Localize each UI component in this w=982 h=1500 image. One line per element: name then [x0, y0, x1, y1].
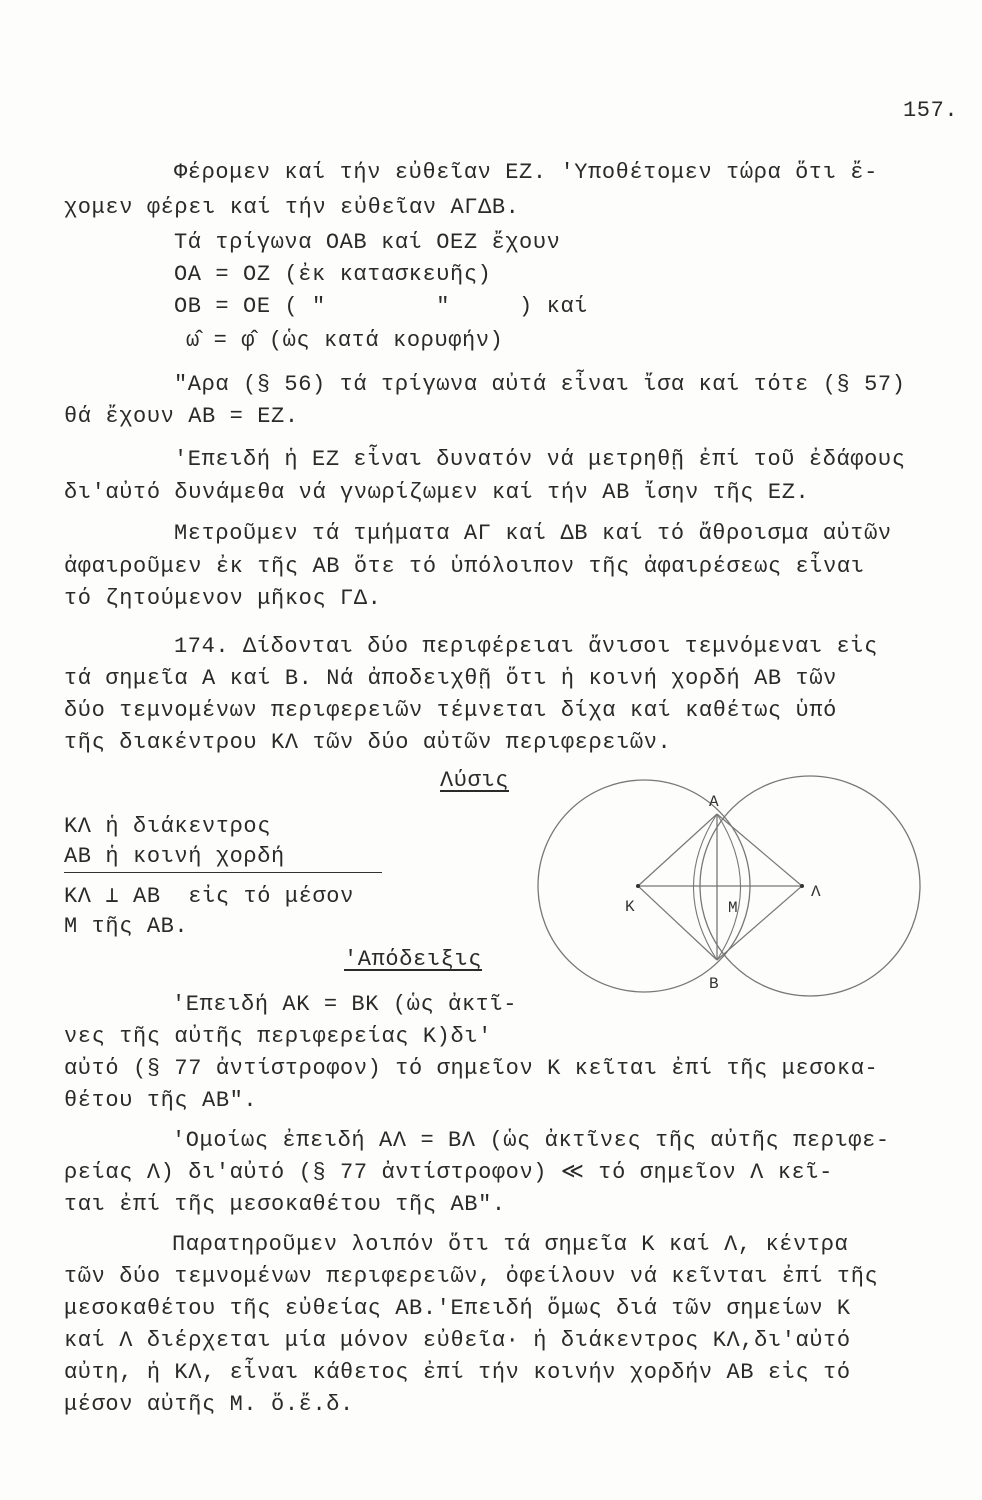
- label-k: Κ: [625, 898, 635, 916]
- solution-heading: Λύσις: [440, 768, 510, 793]
- text-line: τά σημεῖα Α καί Β. Νά ἀποδειχθῇ ὅτι ἡ κοινή χορδή ΑΒ τῶν: [64, 666, 837, 691]
- text-line: τῶν δύο τεμνομένων περιφερειῶν, ὀφείλουν νά κεῖνται ἐπί τῆς: [64, 1264, 879, 1289]
- text-line: αὐτη, ἡ ΚΛ, εἶναι κάθετος ἐπί τήν κοινήν χορδήν ΑΒ εἰς τό: [64, 1360, 851, 1385]
- intersecting-circles-diagram: [520, 770, 940, 1010]
- text-line: 'Επειδή ΑΚ = ΒΚ (ὡς ἀκτῖ-: [172, 992, 518, 1017]
- proof-heading: 'Απόδειξις: [344, 947, 483, 972]
- given-line: ΚΛ ἡ διάκεντρος: [64, 814, 272, 839]
- text-line: θά ἔχουν ΑΒ = ΕΖ.: [64, 404, 299, 429]
- text-line: χομεν φέρει καί τήν εὐθεῖαν ΑΓΔΒ.: [64, 195, 520, 220]
- label-b: Β: [709, 975, 719, 993]
- text-line: 'Επειδή ἡ ΕΖ εἶναι δυνατόν νά μετρηθῇ ἐπί τοῦ ἐδάφους: [174, 447, 906, 472]
- label-m: Μ: [728, 899, 738, 917]
- segment-al: [717, 814, 802, 886]
- label-a: Α: [709, 793, 719, 811]
- text-line: ἀφαιροῦμεν ἐκ τῆς ΑΒ ὅτε τό ὑπόλοιπον τῆς ἀφαιρέσεως εἶναι: [64, 554, 865, 579]
- text-line: Φέρομεν καί τήν εὐθεῖαν ΕΖ. 'Υποθέτομεν τώρα ὅτι ἔ-: [174, 160, 878, 185]
- text-line: Παρατηροῦμεν λοιπόν ὅτι τά σημεῖα Κ καί Λ, κέντρα: [172, 1232, 849, 1257]
- to-prove-line: Μ τῆς ΑΒ.: [64, 914, 189, 939]
- point-k: [636, 884, 640, 888]
- text-line: τό ζητούμενον μῆκος ΓΔ.: [64, 586, 382, 611]
- label-l: Λ: [811, 883, 821, 901]
- text-line: καί Λ διέρχεται μία μόνον εὐθεῖα· ἡ διάκεντρος ΚΛ,δι'αὐτό: [64, 1328, 851, 1353]
- segment-bl: [717, 886, 802, 960]
- segment-ak: [638, 814, 717, 886]
- text-line: δι'αὐτό δυνάμεθα νά γνωρίζωμεν καί τήν ΑΒ ἴσην τῆς ΕΖ.: [64, 480, 810, 505]
- text-line: 'Ομοίως ἐπειδή ΑΛ = ΒΛ (ὡς ἀκτῖνες τῆς αὐτῆς περιφε-: [172, 1128, 890, 1153]
- text-line: θέτου τῆς ΑΒ".: [64, 1088, 258, 1113]
- to-prove-line: ΚΛ ⊥ ΑΒ εἰς τό μέσον: [64, 884, 354, 909]
- problem-number-line: 174. Δίδονται δύο περιφέρειαι ἄνισοι τεμνόμεναι εἰς: [174, 634, 878, 659]
- given-line: ΑΒ ἡ κοινή χορδή: [64, 844, 285, 869]
- point-l: [800, 884, 804, 888]
- segment-bk: [638, 886, 717, 960]
- text-line: Μετροῦμεν τά τμήματα ΑΓ καί ΔΒ καί τό ἄθροισμα αὐτῶν: [174, 521, 892, 546]
- text-line: ΟΑ = ΟΖ (ἐκ κατασκευῆς): [174, 262, 492, 287]
- text-line: ται ἐπί τῆς μεσοκαθέτου τῆς ΑΒ".: [64, 1192, 506, 1217]
- text-line: ρείας Λ) δι'αὐτό (§ 77 ἀντίστροφον) ≪ τό σημεῖον Λ κεῖ-: [64, 1160, 833, 1185]
- text-line: "Αρα (§ 56) τά τρίγωνα αὐτά εἶναι ἴσα καί τότε (§ 57): [174, 372, 906, 397]
- text-line: ΟΒ = ΟΕ ( " " ) καί: [174, 294, 589, 319]
- page-number: 157.: [903, 98, 959, 123]
- given-divider: [64, 872, 382, 873]
- text-line: μεσοκαθέτου τῆς εὐθείας ΑΒ.'Επειδή ὅμως διά τῶν σημείων Κ: [64, 1296, 851, 1321]
- text-line: μέσον αὐτῆς Μ. ὅ.ἔ.δ.: [64, 1392, 354, 1417]
- text-line: ω̂ = φ̂ (ὡς κατά κορυφήν): [186, 328, 504, 353]
- text-line: νες τῆς αὐτῆς περιφερείας Κ)δι': [64, 1024, 492, 1049]
- text-line: δύο τεμνομένων περιφερειῶν τέμνεται δίχα καί καθέτως ὑπό: [64, 698, 837, 723]
- text-line: αὐτό (§ 77 ἀντίστροφον) τό σημεῖον Κ κεῖται ἐπί τῆς μεσοκα-: [64, 1056, 879, 1081]
- text-line: τῆς διακέντρου ΚΛ τῶν δύο αὐτῶν περιφερειῶν.: [64, 730, 672, 755]
- text-line: Τά τρίγωνα ΟΑΒ καί ΟΕΖ ἔχουν: [174, 230, 561, 255]
